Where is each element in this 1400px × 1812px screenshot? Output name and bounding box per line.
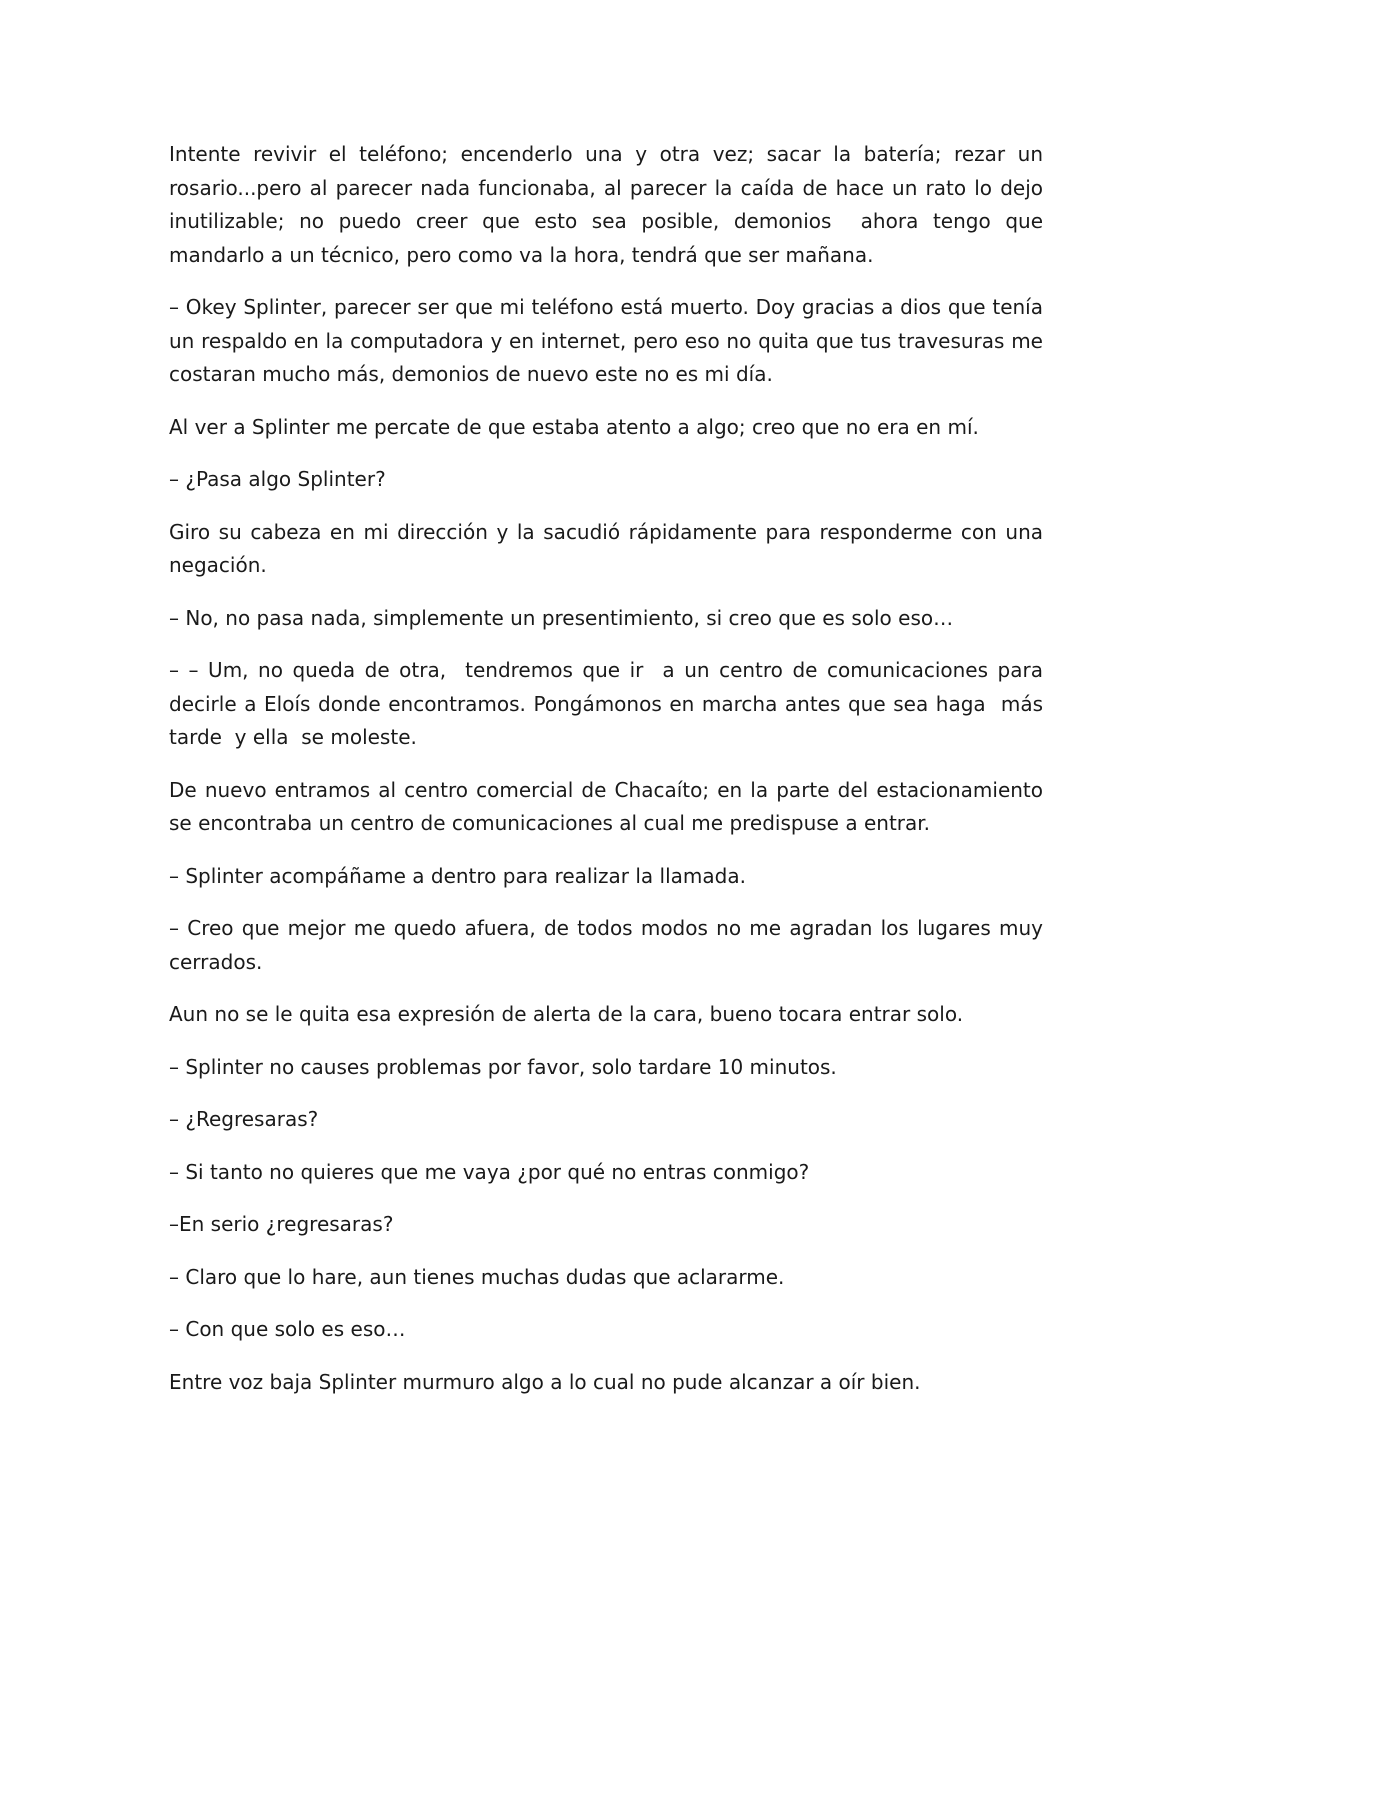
document-body xyxy=(169,138,1050,1418)
paragraph: Intente revivir el teléfono; encenderlo una y otra vez; sacar la batería; rezar un rosario...pero al parecer nada funcionaba, al parecer la caída de hace un rato lo dejo inutilizable; no puedo creer que esto sea posible, demonios ahora tengo que mandarlo a un técnico, pero como va la hora, tendrá que ser mañana. xyxy=(169,142,1050,267)
paragraph: – Si tanto no quieres que me vaya ¿por qué no entras conmigo? xyxy=(169,1159,810,1184)
paragraph: – ¿Regresaras? xyxy=(169,1107,319,1131)
paragraph: – Splinter no causes problemas por favor, solo tardare 10 minutos. xyxy=(169,1054,837,1079)
paragraph: Aun no se le quita esa expresión de alerta de la cara, bueno tocara entrar solo. xyxy=(169,1002,964,1026)
paragraph: – ¿Pasa algo Splinter? xyxy=(169,467,386,491)
paragraph: – Splinter acompáñame a dentro para realizar la llamada. xyxy=(169,863,746,888)
paragraph: De nuevo entramos al centro comercial de Chacaíto; en la parte del estacionamiento se encontraba un centro de comunicaciones al cual me predispuse a entrar. xyxy=(169,777,1050,835)
paragraph: – Okey Splinter, parecer ser que mi teléfono está muerto. Doy gracias a dios que tenía un respaldo en la computadora y en internet, pero eso no quita que tus travesuras me costaran mucho más, demonios de nuevo este no es mi día. xyxy=(169,295,1050,386)
paragraph: – No, no pasa nada, simplemente un presentimiento, si creo que es solo eso… xyxy=(169,605,954,630)
paragraph: – Creo que mejor me quedo afuera, de todos modos no me agradan los lugares muy cerrados. xyxy=(169,916,1050,974)
paragraph: Al ver a Splinter me percate de que estaba atento a algo; creo que no era en mí. xyxy=(169,414,979,439)
paragraph: – – Um, no queda de otra, tendremos que ir a un centro de comunicaciones para decirle a Eloís donde encontramos. Pongámonos en marcha antes que sea haga más tarde y ella se moleste. xyxy=(169,658,1050,749)
paragraph: Giro su cabeza en mi dirección y la sacudió rápidamente para responderme con una negación. xyxy=(169,519,1050,577)
paragraph: –En serio ¿regresaras? xyxy=(169,1212,394,1236)
paragraph: – Con que solo es eso… xyxy=(169,1317,406,1341)
paragraph: Entre voz baja Splinter murmuro algo a lo cual no pude alcanzar a oír bien. xyxy=(169,1369,921,1394)
paragraph: – Claro que lo hare, aun tienes muchas dudas que aclararme. xyxy=(169,1264,785,1289)
